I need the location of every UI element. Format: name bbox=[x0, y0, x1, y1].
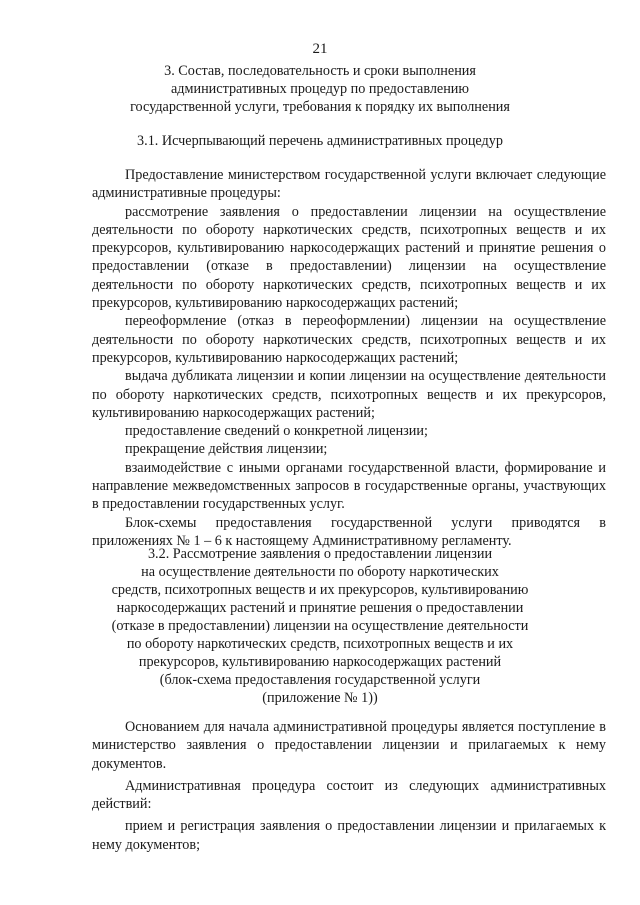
list-item: прекращение действия лицензии; bbox=[125, 441, 328, 458]
heading-line: (приложение № 1)) bbox=[262, 690, 378, 706]
heading-line: средств, психотропных веществ и их прекурсоров, культивированию bbox=[111, 582, 529, 598]
heading-line: прекурсоров, культивированию наркосодержащих растений bbox=[138, 654, 502, 670]
list-item: прием и регистрация заявления о предоставлении лицензии и прилагаемых к нему документов; bbox=[92, 818, 606, 853]
heading-line: административных процедур по предоставлению bbox=[171, 81, 469, 97]
heading-line: 3.1. Исчерпывающий перечень административных процедур bbox=[137, 133, 503, 149]
section-3-2-body bbox=[92, 718, 606, 854]
paragraph: Административная процедура состоит из следующих административных действий: bbox=[92, 777, 606, 813]
heading-line: по обороту наркотических средств, психотропных веществ и их bbox=[126, 636, 514, 652]
paragraph: Основанием для начала административной процедуры является поступление в министерство заявления о предоставлении лицензии и прилагаемых к нему документов. bbox=[92, 719, 606, 772]
heading-line: государственной услуги, требования к порядку их выполнения bbox=[130, 99, 510, 115]
heading-line: 3. Состав, последовательность и сроки выполнения bbox=[164, 63, 476, 79]
list-item: рассмотрение заявления о предоставлении лицензии на осуществление деятельности по обороту наркотических средств, психотропных веществ и их прекурсоров, культивированию наркосодержащих растений и принятие решения о предоставлении (отказе в предоставлении) лицензии на осуществление деятельности по обороту наркотических средств, психотропных веществ и их прекурсоров, культивированию наркосодержащих растений; bbox=[92, 203, 606, 312]
section-3-heading bbox=[60, 62, 580, 116]
list-item: выдача дубликата лицензии и копии лицензии на осуществление деятельности по обороту наркотических средств, психотропных веществ и их прекурсоров, культивированию наркосодержащих растений; bbox=[92, 368, 606, 421]
list-item: переоформление (отказ в переоформлении) лицензии на осуществление деятельности по обороту наркотических средств, психотропных веществ и их прекурсоров, культивированию наркосодержащих растений; bbox=[92, 313, 606, 366]
heading-line: (отказе в предоставлении) лицензии на осуществление деятельности bbox=[111, 618, 529, 634]
paragraph: Предоставление министерством государственной услуги включает следующие административные процедуры: bbox=[92, 167, 606, 202]
list-item: взаимодействие с иными органами государственной власти, формирование и направление межведомственных запросов в государственные органы, участвующих в предоставлении государственных услуг. bbox=[92, 459, 606, 513]
heading-line: 3.2. Рассмотрение заявления о предоставлении лицензии bbox=[147, 546, 493, 562]
heading-line: (блок-схема предоставления государственной услуги bbox=[159, 672, 481, 688]
heading-line: наркосодержащих растений и принятие решения о предоставлении bbox=[116, 600, 524, 616]
section-3-1-body bbox=[92, 166, 606, 550]
heading-line: на осуществление деятельности по обороту наркотических bbox=[141, 564, 499, 580]
section-3-2-heading bbox=[60, 545, 580, 707]
list-item: предоставление сведений о конкретной лицензии; bbox=[125, 423, 428, 440]
section-3-1-heading bbox=[60, 132, 580, 150]
paragraph: Блок-схемы предоставления государственной услуги приводятся в приложениях № 1 – 6 к настоящему Административному регламенту. bbox=[92, 514, 606, 549]
page-number: 21 bbox=[312, 41, 328, 57]
